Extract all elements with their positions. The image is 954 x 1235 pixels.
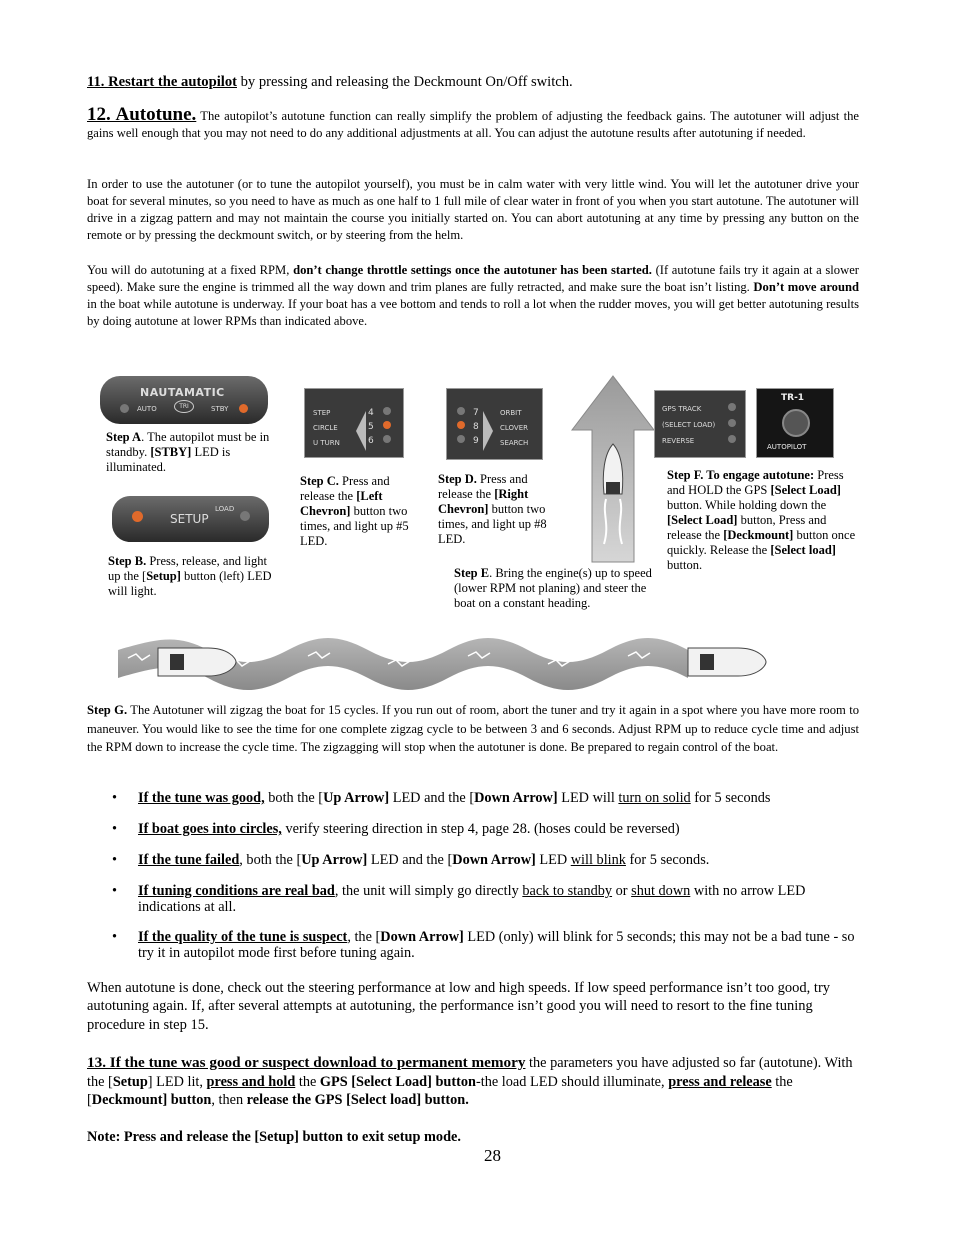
tri-logo-icon: TRI (174, 400, 194, 413)
setup-led-icon (132, 511, 143, 522)
nautamatic-panel-image: NAUTAMATIC AUTO TRI STBY (100, 376, 268, 424)
tr1-autopilot-image: TR-1 AUTOPILOT (756, 388, 834, 458)
boat-heading-arrow-image (568, 374, 658, 564)
select-load-led-icon (728, 419, 736, 427)
stby-led-icon (239, 404, 248, 413)
step-orbit-panel-image: 7 8 9 ORBIT CLOVER SEARCH (446, 388, 543, 460)
section-13-heading: 13. If the tune was good or suspect download to permanent memory (87, 1054, 526, 1071)
right-chevron-icon (483, 411, 493, 451)
throttle-warning: don’t change throttle settings once the autotuner has been started. (293, 263, 652, 277)
step-d-caption: Step D. Press and release the [Right Chevron] button two times, and light up #8 LED. (438, 472, 547, 546)
step-e-caption: Step E. Bring the engine(s) up to speed (lower RPM not planing) and steer the boat on a constant heading. (454, 566, 652, 610)
section-11 (87, 73, 859, 91)
section-13: 13. If the tune was good or suspect download to permanent memory the parameters you have adjusted so far (autotune). With the [Setup] LED lit, press and hold the GPS [Select Load] button-the load LED should illuminate, press and release the [Deckmount] button, then release the GPS [Select load] button. (87, 1054, 853, 1108)
setup-panel-image: SETUP LOAD (112, 496, 269, 542)
bullet-conditions-bad: • If tuning conditions are real bad, the unit will simply go directly back to standby or shut down with no arrow LED indications at all. (112, 883, 806, 915)
step-a-caption: Step A. The autopilot must be in standby. [STBY] LED is illuminated. (106, 430, 270, 474)
step-g-paragraph: Step G. The Autotuner will zigzag the boat for 15 cycles. If you run out of room, abort the tuner and try it again in a spot where you have more room to maneuver. You would like to see the time for one complete zigzag cycle to be between 3 and 6 seconds. Adjust RPM up to reduce cycle time and adjust the RPM down to increase the cycle time. The zigzagging will stop when the autotuner is done. Be prepared to regain control of the boat. (87, 703, 860, 754)
setup-exit-note: Note: Press and release the [Setup] button to exit setup mode. (87, 1129, 461, 1145)
left-chevron-icon (356, 411, 366, 451)
bullet-tune-good: • If the tune was good, both the [Up Arrow] LED and the [Down Arrow] LED will turn on solid for 5 seconds (112, 790, 771, 806)
zigzag-path-image (118, 628, 768, 692)
deckmount-knob-icon (782, 409, 810, 437)
auto-led-icon (120, 404, 129, 413)
dont-move-warning: Don’t move around (753, 280, 859, 294)
section-12-intro (87, 106, 859, 142)
step-f-caption: Step F. To engage autotune: Press and HOLD the GPS [Select Load] button. While holding down the [Select Load] button, Press and release the [Deckmount] button once quickly. Release the [Select load] button. (667, 468, 856, 572)
step-c-caption: Step C. Press and release the [Left Chevron] button two times, and light up #5 LED. (300, 474, 409, 548)
step-circle-panel-image: STEP CIRCLE U TURN 4 5 6 (304, 388, 404, 458)
led-8-icon (457, 421, 465, 429)
section-12-p1: The autopilot’s autotune function can really simplify the problem of adjusting the feedback gains. The autotuner will adjust the gains well enough that you may not need to do any additional adjustments at all. You can adjust the autotune results after autotuning if needed. (87, 109, 860, 140)
bullet-circles: • If boat goes into circles, verify steering direction in step 4, page 28. (hoses could be reversed) (112, 821, 680, 837)
section-11-text: by pressing and releasing the Deckmount On/Off switch. (236, 74, 573, 90)
bullet-suspect: • If the quality of the tune is suspect, the [Down Arrow] LED (only) will blink for 5 seconds; this may not be a bad tune - so try it in autopilot mode first before tuning again. (112, 929, 855, 961)
led-5-icon (383, 421, 391, 429)
gps-panel-image: GPS TRACK (SELECT LOAD) REVERSE (654, 390, 746, 458)
section-12-p2: In order to use the autotuner (or to tune the autopilot yourself), you must be in calm water with very little wind. You will let the autotuner drive your boat for several minutes, so you need to have as much as one half to 1 full mile of clear water in front of you when you start autotune. The autotuner will drive in a zigzag pattern and may not maintain the course you initially started on. You can abort autotuning at any time by pressing any button on the remote or by pressing the deckmount switch, or by steering from the helm. (87, 177, 859, 242)
autotune-done-paragraph: When autotune is done, check out the steering performance at low and high speeds. If low speed performance isn’t too good, try autotuning again. If, after several attempts at autotuning, the performance isn’t good you will need to resort to the fine tuning procedure in step 15. (87, 980, 831, 1033)
section-12-heading: 12. Autotune. (87, 104, 197, 125)
page-number: 28 (484, 1146, 501, 1165)
bullet-tune-failed: • If the tune failed, both the [Up Arrow] LED and the [Down Arrow] LED will blink for 5 seconds. (112, 852, 710, 868)
section-12-p3: You will do autotuning at a fixed RPM, don’t change throttle settings once the autotuner has been started. (If autotune fails try it again at a slower speed). Make sure the engine is trimmed all the way down and trim planes are fully retracted, and make sure the boat isn’t listing. Don’t move around in the boat while autotune is underway. If your boat has a vee bottom and tends to roll a lot when the rudder moves, you will get better autotuning results by doing autotune at lower RPMs than indicated above. (87, 263, 859, 328)
load-led-icon (240, 511, 250, 521)
section-11-heading: 11. Restart the autopilot (87, 74, 237, 90)
step-b-caption: Step B. Press, release, and light up the [Setup] button (left) LED will light. (108, 554, 272, 598)
